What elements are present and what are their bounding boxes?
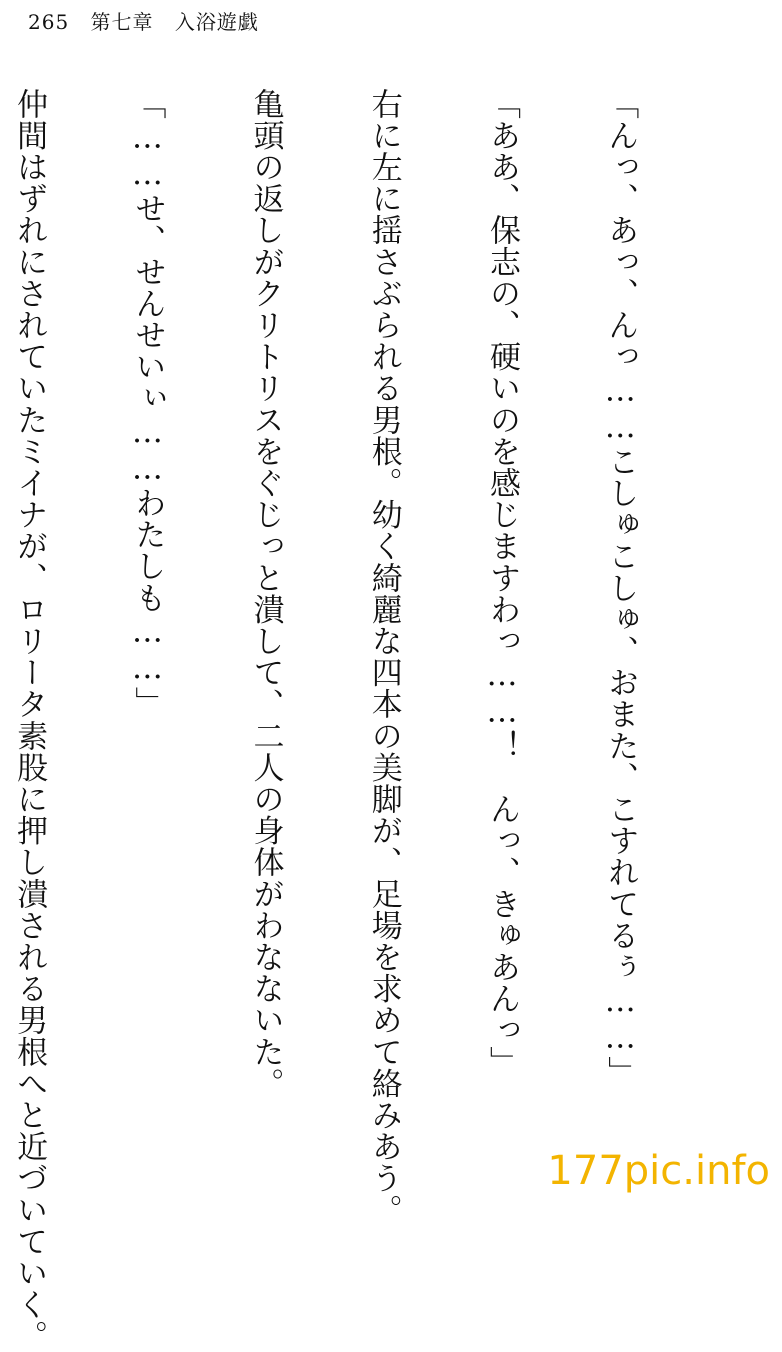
- text-line: 「……せ、せんせいぃ……わたしも……」: [129, 88, 166, 719]
- text-line: 「んっ、あっ、んっ……こしゅこしゅ、おまた、こすれてるぅ……」: [602, 88, 639, 1088]
- page-header: [28, 6, 259, 35]
- chapter-title: 入浴遊戯: [174, 10, 259, 34]
- text-line: 右に左に揺さぶられる男根。幼く綺麗な四本の美脚が、足場を求めて絡みあう。: [365, 88, 402, 1226]
- chapter-number: 第七章: [90, 10, 154, 34]
- page-number: 265: [28, 10, 70, 34]
- text-line: 仲間はずれにされていたミイナが、ロリータ素股に押し潰される男根へと近づいていく。: [11, 88, 48, 1352]
- watermark-text: 177pic.info: [547, 1148, 770, 1194]
- text-line: 「ああ、保志の、硬いのを感じますわっ……！ んっ、きゅあんっ」: [483, 88, 520, 1078]
- text-line: 亀頭の返しがクリトリスをぐじっと潰して、二人の身体がわなないた。: [247, 88, 284, 1100]
